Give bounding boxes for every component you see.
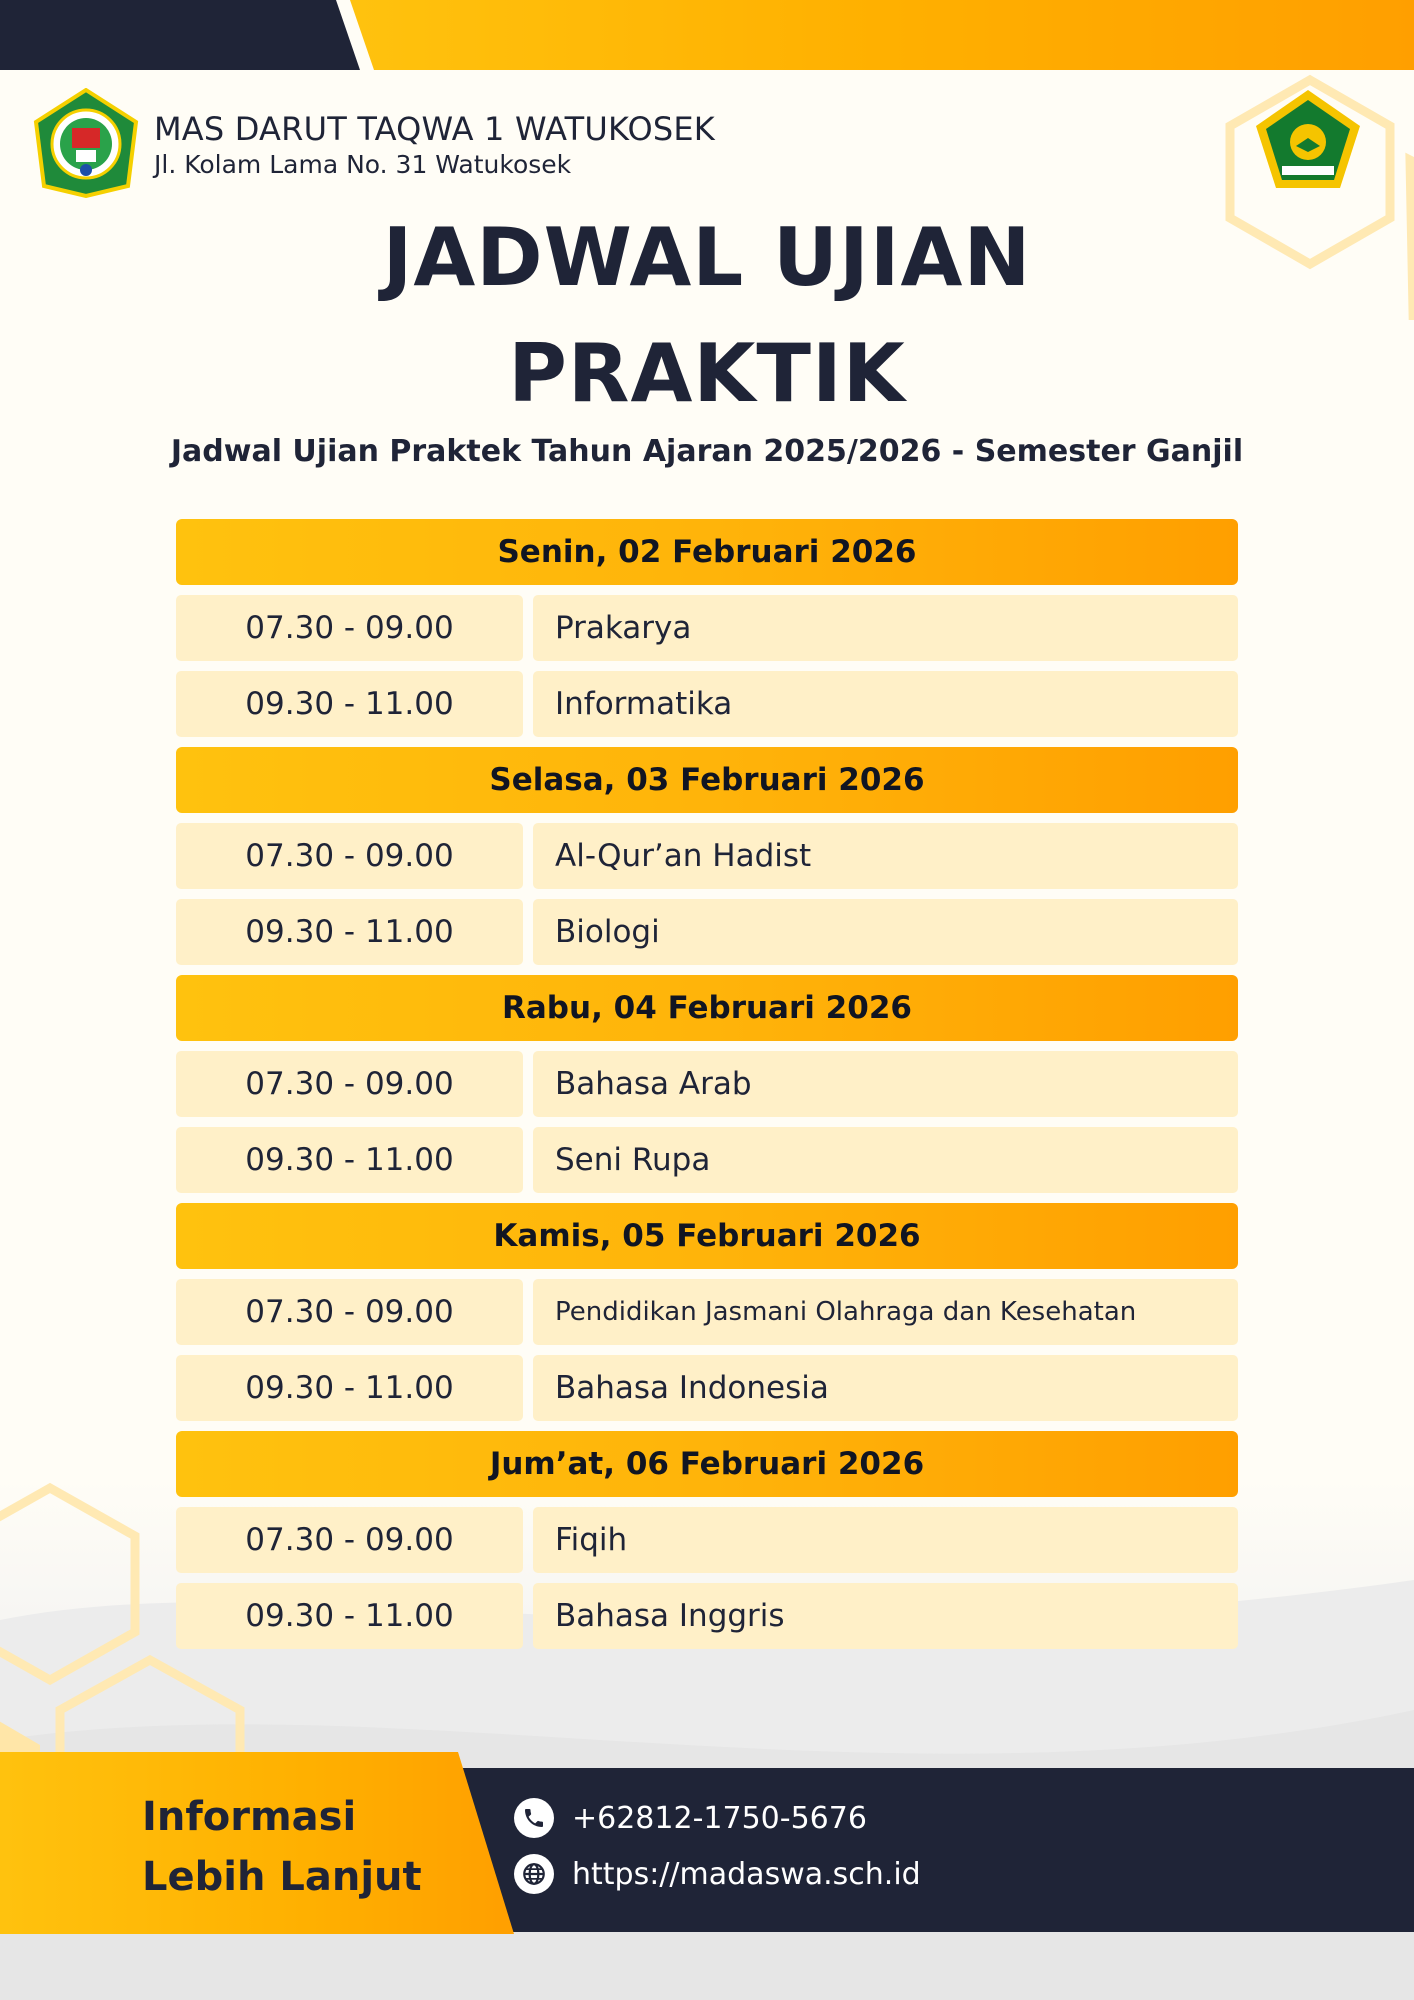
schedule-row bbox=[176, 1583, 1238, 1649]
slot-subject: Bahasa Indonesia bbox=[533, 1355, 1238, 1421]
school-name: MAS DARUT TAQWA 1 WATUKOSEK bbox=[154, 110, 715, 148]
slot-subject: Bahasa Inggris bbox=[533, 1583, 1238, 1649]
schedule-row bbox=[176, 1279, 1238, 1345]
slot-subject: Al-Qur’an Hadist bbox=[533, 823, 1238, 889]
page-subtitle: Jadwal Ujian Praktek Tahun Ajaran 2025/2026 - Semester Ganjil bbox=[170, 434, 1244, 469]
day-header: Jum’at, 06 Februari 2026 bbox=[176, 1431, 1238, 1497]
footer-label-line-1: Informasi bbox=[142, 1794, 357, 1840]
footer-label-line-2: Lebih Lanjut bbox=[142, 1854, 422, 1900]
slot-time: 09.30 - 11.00 bbox=[176, 671, 523, 737]
day-header: Selasa, 03 Februari 2026 bbox=[176, 747, 1238, 813]
schedule-row bbox=[176, 1355, 1238, 1421]
school-logo bbox=[32, 88, 140, 198]
slot-subject: Informatika bbox=[533, 671, 1238, 737]
slot-subject: Bahasa Arab bbox=[533, 1051, 1238, 1117]
slot-subject: Seni Rupa bbox=[533, 1127, 1238, 1193]
page-title-line-1: JADWAL UJIAN bbox=[382, 211, 1032, 304]
page-title-line-2: PRAKTIK bbox=[508, 327, 906, 420]
slot-time: 07.30 - 09.00 bbox=[176, 1051, 523, 1117]
schedule-row bbox=[176, 671, 1238, 737]
day-block-kamis bbox=[176, 1203, 1238, 1421]
slot-time: 09.30 - 11.00 bbox=[176, 1583, 523, 1649]
phone-icon bbox=[514, 1798, 554, 1838]
day-header: Kamis, 05 Februari 2026 bbox=[176, 1203, 1238, 1269]
contact-website-url: https://madaswa.sch.id bbox=[572, 1856, 921, 1892]
day-block-selasa bbox=[176, 747, 1238, 965]
slot-time: 07.30 - 09.00 bbox=[176, 1507, 523, 1573]
exam-schedule bbox=[176, 519, 1238, 1659]
slot-time: 09.30 - 11.00 bbox=[176, 899, 523, 965]
day-block-jumat bbox=[176, 1431, 1238, 1649]
schedule-row bbox=[176, 1051, 1238, 1117]
day-header: Rabu, 04 Februari 2026 bbox=[176, 975, 1238, 1041]
contact-phone-number: +62812-1750-5676 bbox=[572, 1800, 867, 1836]
day-block-rabu bbox=[176, 975, 1238, 1193]
schedule-row bbox=[176, 1507, 1238, 1573]
contact-website[interactable] bbox=[514, 1854, 921, 1894]
footer-label-panel bbox=[0, 1752, 514, 1934]
contact-phone[interactable] bbox=[514, 1798, 867, 1838]
slot-time: 09.30 - 11.00 bbox=[176, 1127, 523, 1193]
schedule-row bbox=[176, 823, 1238, 889]
schedule-row bbox=[176, 899, 1238, 965]
slot-time: 07.30 - 09.00 bbox=[176, 595, 523, 661]
ministry-logo bbox=[1252, 88, 1364, 192]
slot-time: 07.30 - 09.00 bbox=[176, 823, 523, 889]
slot-subject: Prakarya bbox=[533, 595, 1238, 661]
school-address: Jl. Kolam Lama No. 31 Watukosek bbox=[154, 150, 572, 179]
slot-subject: Biologi bbox=[533, 899, 1238, 965]
globe-icon bbox=[514, 1854, 554, 1894]
slot-time: 07.30 - 09.00 bbox=[176, 1279, 523, 1345]
slot-time: 09.30 - 11.00 bbox=[176, 1355, 523, 1421]
schedule-row bbox=[176, 595, 1238, 661]
top-bar-dark bbox=[0, 0, 360, 70]
slot-subject: Pendidikan Jasmani Olahraga dan Kesehatan bbox=[533, 1279, 1238, 1345]
footer-contact-bar bbox=[420, 1768, 1414, 1932]
schedule-row bbox=[176, 1127, 1238, 1193]
day-block-senin bbox=[176, 519, 1238, 737]
slot-subject: Fiqih bbox=[533, 1507, 1238, 1573]
day-header: Senin, 02 Februari 2026 bbox=[176, 519, 1238, 585]
